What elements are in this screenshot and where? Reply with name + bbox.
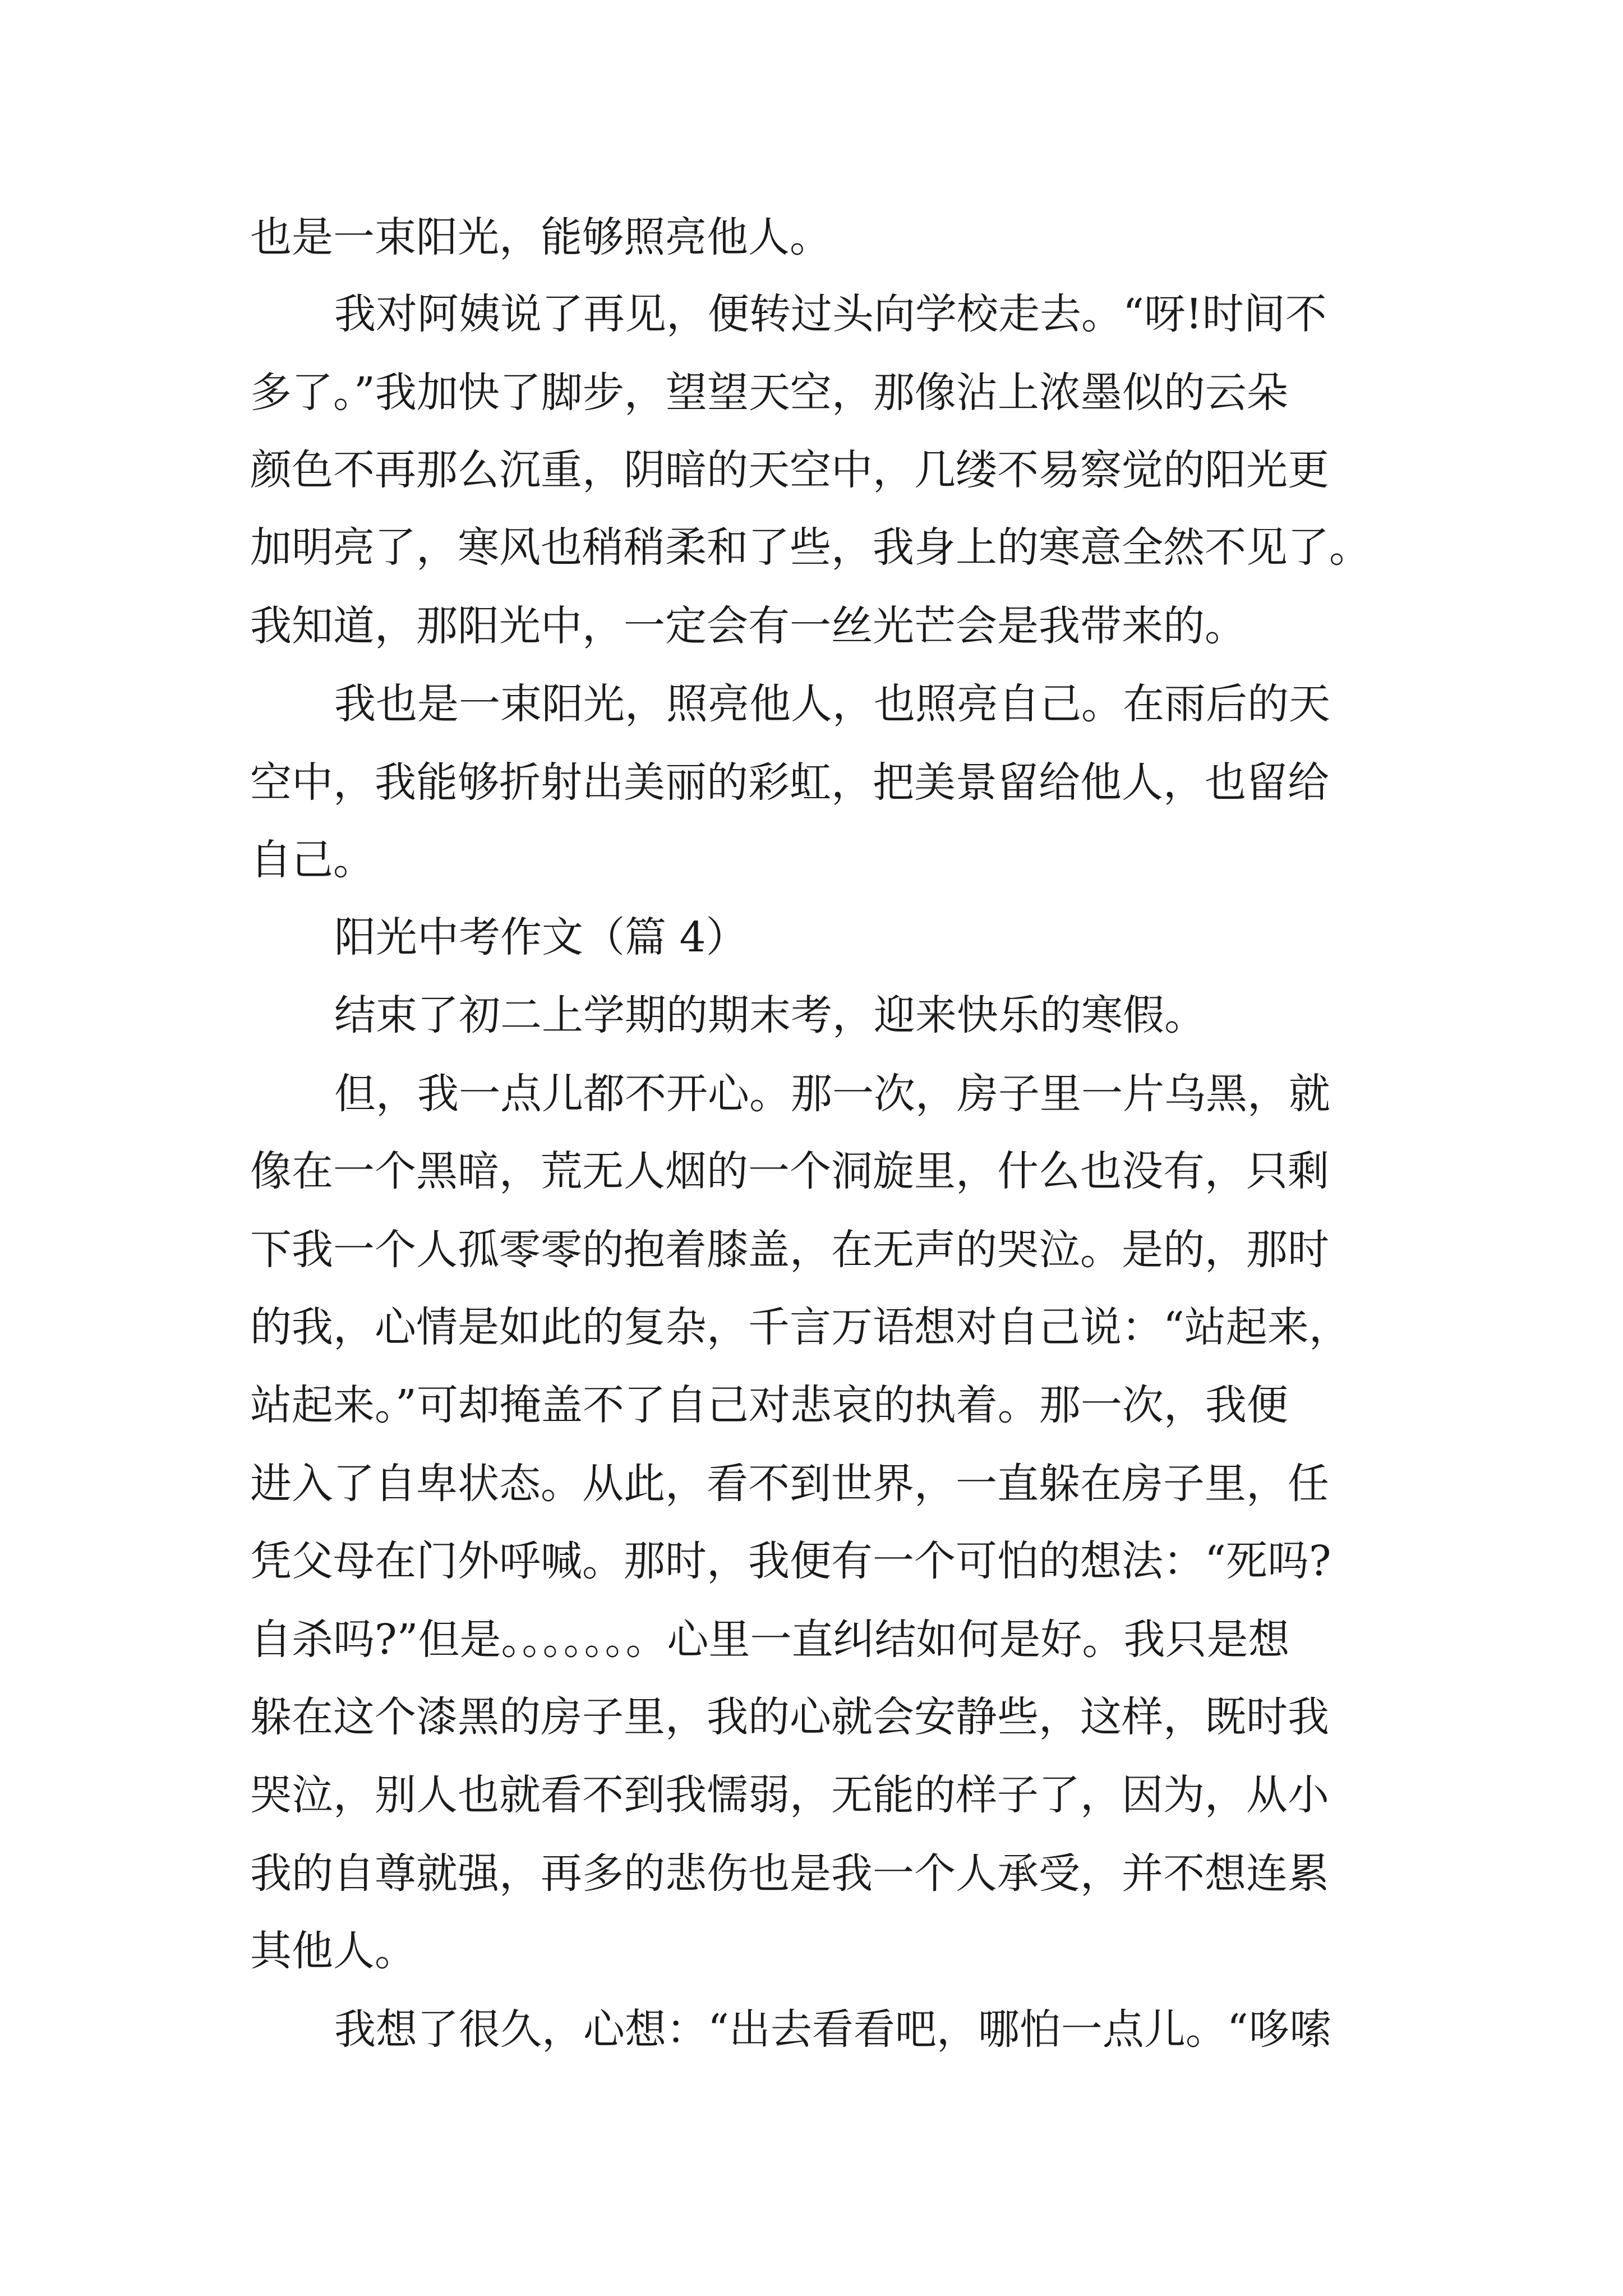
text-line: 我想了很久，心想：“出去看看吧，哪怕一点儿。“哆嗦 xyxy=(334,2005,1331,2054)
text-line: 加明亮了，寒风也稍稍柔和了些，我身上的寒意全然不见了。 xyxy=(250,523,1371,572)
text-line: 也是一束阳光，能够照亮他人。 xyxy=(250,213,831,261)
text-line: 我的自尊就强，再多的悲伤也是我一个人承受，并不想连累 xyxy=(250,1849,1329,1898)
text-line: 空中，我能够折射出美丽的彩虹，把美景留给他人，也留给 xyxy=(250,758,1329,807)
text-line: 像在一个黑暗，荒无人烟的一个洞旋里，什么也没有，只剩 xyxy=(250,1147,1329,1195)
text-line: 哭泣，别人也就看不到我懦弱，无能的样子了，因为，从小 xyxy=(250,1771,1329,1819)
text-line: 我知道，那阳光中，一定会有一丝光芒会是我带来的。 xyxy=(250,602,1246,650)
text-line: 多了。”我加快了脚步，望望天空，那像沾上浓墨似的云朵 xyxy=(250,369,1288,417)
text-line: 的我，心情是如此的复杂，千言万语想对自己说：“站起来， xyxy=(250,1303,1350,1351)
text-line: 躲在这个漆黑的房子里，我的心就会安静些，这样，既时我 xyxy=(250,1693,1329,1741)
text-line: 自己。 xyxy=(250,836,375,884)
text-line: 凭父母在门外呼喊。那时，我便有一个可怕的想法：“死吗? xyxy=(250,1537,1331,1585)
section-heading: 阳光中考作文（篇 4） xyxy=(334,913,748,961)
text-line: 我也是一束阳光，照亮他人，也照亮自己。在雨后的天 xyxy=(334,680,1330,728)
text-line: 其他人。 xyxy=(250,1927,416,1975)
text-line: 结束了初二上学期的期末考，迎来快乐的寒假。 xyxy=(334,991,1206,1039)
text-line: 但，我一点儿都不开心。那一次，房子里一片乌黑，就 xyxy=(334,1070,1330,1118)
text-line: 自杀吗?”但是。。。。。。。心里一直纠结如何是好。我只是想 xyxy=(250,1616,1290,1664)
text-line: 颜色不再那么沉重，阴暗的天空中，几缕不易察觉的阳光更 xyxy=(250,446,1329,494)
text-line: 我对阿姨说了再见，便转过头向学校走去。“呀!时间不 xyxy=(334,290,1327,338)
text-line: 进入了自卑状态。从此，看不到世界，一直躲在房子里，任 xyxy=(250,1460,1329,1508)
text-line: 站起来。”可却掩盖不了自己对悲哀的执着。那一次，我便 xyxy=(250,1381,1288,1429)
text-line: 下我一个人孤零零的抱着膝盖，在无声的哭泣。是的，那时 xyxy=(250,1226,1329,1274)
